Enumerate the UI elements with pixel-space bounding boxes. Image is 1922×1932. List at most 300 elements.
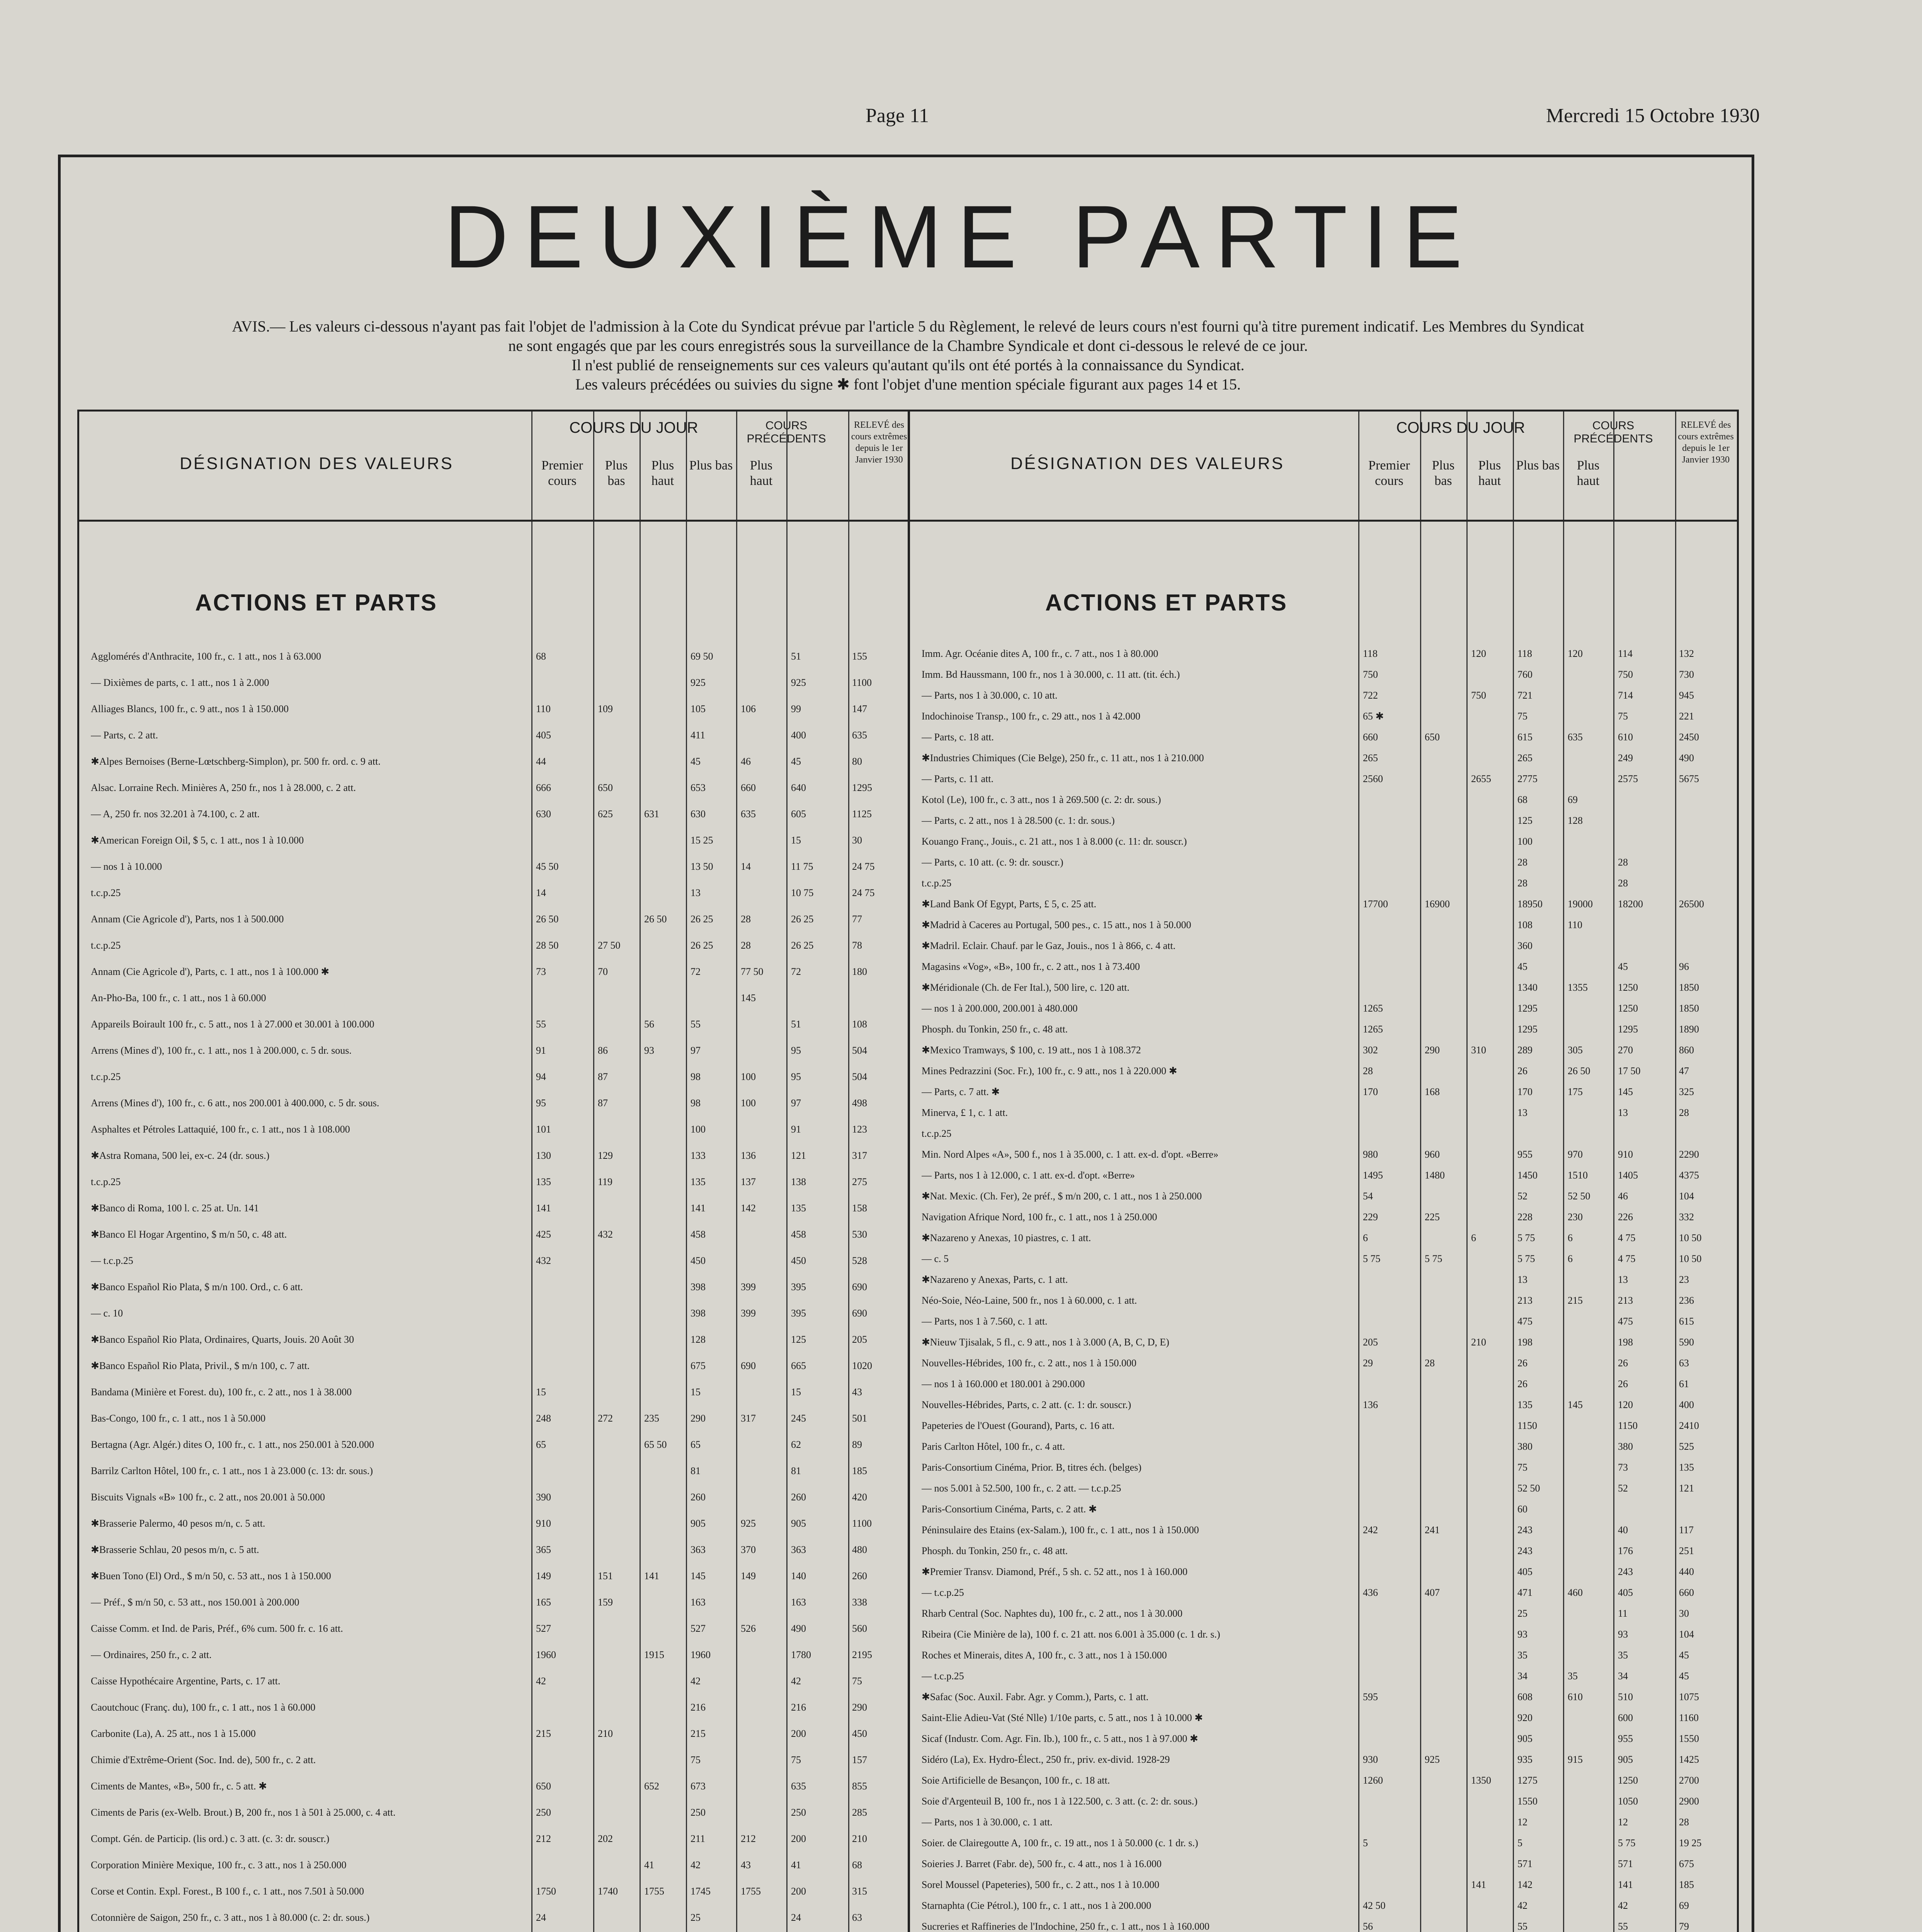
security-name: Caisse Hypothécaire Argentine, Parts, c. 17 att. <box>91 1675 281 1687</box>
price-cell: 24 <box>791 1912 801 1923</box>
price-cell: 68 <box>852 1859 862 1871</box>
header-prec-plus-haut: Plus haut <box>750 458 773 488</box>
security-name: Paris-Consortium Cinéma, Prior. B, titres éch. (belges) <box>922 1462 1142 1473</box>
security-name: — c. 10 <box>91 1308 123 1319</box>
price-cell: 910 <box>536 1518 551 1529</box>
price-cell: 120 <box>1471 648 1486 659</box>
table-row <box>79 1721 908 1747</box>
price-cell: 51 <box>791 1019 801 1030</box>
price-cell: 630 <box>691 808 706 820</box>
price-cell: 458 <box>691 1229 706 1240</box>
price-cell: 170 <box>1517 1086 1532 1097</box>
table-row <box>910 1791 1737 1812</box>
price-cell: 56 <box>644 1019 654 1030</box>
price-cell: 24 75 <box>852 861 875 872</box>
price-cell: 120 <box>1568 648 1583 659</box>
price-cell: 610 <box>1618 731 1633 743</box>
price-cell: 4 75 <box>1618 1253 1636 1264</box>
header-prec-plus-bas: Plus bas <box>689 458 733 473</box>
price-cell: 432 <box>598 1229 613 1240</box>
price-cell: 660 <box>741 782 756 793</box>
price-cell: 690 <box>741 1360 756 1371</box>
price-cell: 490 <box>1679 752 1694 764</box>
table-row <box>910 1165 1737 1186</box>
price-cell: 960 <box>1425 1149 1440 1160</box>
price-cell: 460 <box>1568 1587 1583 1598</box>
price-cell: 51 <box>791 651 801 662</box>
security-name: Carbonite (La), A. 25 att., nos 1 à 15.000 <box>91 1728 256 1739</box>
table-row <box>910 1749 1737 1770</box>
notice-line: Les valeurs précédées ou suivies du signe ✱ font l'objet d'une mention spéciale figurant aux pages 14 et 15. <box>575 376 1241 393</box>
security-name: Caoutchouc (Franç. du), 100 fr., c. 1 att., nos 1 à 60.000 <box>91 1702 316 1713</box>
table-row <box>910 1269 1737 1290</box>
table-row <box>79 1405 908 1432</box>
security-name: ✱Astra Romana, 500 lei, ex-c. 24 (dr. sous.) <box>91 1150 270 1161</box>
price-cell: 114 <box>1618 648 1633 659</box>
price-cell: 5 75 <box>1618 1837 1636 1849</box>
price-cell: 95 <box>791 1045 801 1056</box>
security-name: Ribeira (Cie Minière de la), 100 f. c. 21 att. nos 6.001 à 35.000 (c. 1 dr. s.) <box>922 1629 1220 1640</box>
price-cell: 141 <box>644 1570 659 1582</box>
price-cell: 118 <box>1517 648 1532 659</box>
table-left-half <box>79 412 910 1932</box>
price-cell: 10 50 <box>1679 1232 1702 1243</box>
price-cell: 398 <box>691 1308 706 1319</box>
price-cell: 905 <box>791 1518 806 1529</box>
price-cell: 100 <box>691 1124 706 1135</box>
price-cell: 176 <box>1618 1545 1633 1556</box>
price-cell: 216 <box>691 1702 706 1713</box>
table-row <box>910 831 1737 852</box>
security-name: — Parts, c. 7 att. ✱ <box>922 1086 1000 1097</box>
price-cell: 5 75 <box>1517 1232 1535 1243</box>
price-cell: 129 <box>598 1150 613 1161</box>
security-name: Navigation Afrique Nord, 100 fr., c. 1 att., nos 1 à 250.000 <box>922 1211 1157 1223</box>
table-row <box>910 1144 1737 1165</box>
security-name: — nos 5.001 à 52.500, 100 fr., c. 2 att. — t.c.p.25 <box>922 1483 1121 1494</box>
price-cell: 1510 <box>1568 1170 1588 1181</box>
table-row <box>910 1207 1737 1228</box>
price-cell: 595 <box>1363 1691 1378 1702</box>
table-row <box>910 685 1737 706</box>
price-cell: 1780 <box>791 1649 811 1660</box>
security-name: Mines Pedrazzini (Soc. Fr.), 100 fr., c. 9 att., nos 1 à 220.000 ✱ <box>922 1065 1177 1077</box>
price-cell: 93 <box>1618 1629 1628 1640</box>
price-cell: 93 <box>644 1045 654 1056</box>
security-name: Barrilz Carlton Hôtel, 100 fr., c. 1 att., nos 1 à 23.000 (c. 13: dr. sous.) <box>91 1465 373 1476</box>
price-cell: 46 <box>741 756 751 767</box>
price-cell: 15 <box>691 1386 701 1398</box>
table-row <box>910 1770 1737 1791</box>
table-row <box>79 959 908 985</box>
security-name: Ciments de Paris (ex-Welb. Brout.) B, 200 fr., nos 1 à 501 à 25.000, c. 4 att. <box>91 1807 396 1818</box>
price-cell: 265 <box>1517 752 1532 764</box>
price-cell: 650 <box>598 782 613 793</box>
price-cell: 42 50 <box>1363 1900 1386 1911</box>
security-name: ✱Nieuw Tjisalak, 5 fl., c. 9 att., nos 1 à 3.000 (A, B, C, D, E) <box>922 1337 1169 1348</box>
price-cell: 860 <box>1679 1044 1694 1056</box>
price-cell: 395 <box>791 1281 806 1293</box>
price-cell: 1405 <box>1618 1170 1638 1181</box>
table-row <box>910 998 1737 1019</box>
table-row <box>910 1645 1737 1666</box>
table-row <box>79 1852 908 1878</box>
table-row <box>79 722 908 748</box>
security-name: — Ordinaires, 250 fr., c. 2 att. <box>91 1649 212 1660</box>
price-cell: 13 <box>691 887 701 898</box>
price-cell: 615 <box>1517 731 1532 743</box>
table-row <box>910 1415 1737 1436</box>
price-cell: 1075 <box>1679 1691 1699 1702</box>
price-cell: 1960 <box>691 1649 711 1660</box>
price-cell: 1495 <box>1363 1170 1383 1181</box>
price-cell: 925 <box>1425 1754 1440 1765</box>
price-cell: 15 <box>536 1386 546 1398</box>
price-cell: 248 <box>536 1413 551 1424</box>
price-cell: 243 <box>1618 1566 1633 1577</box>
table-row <box>910 643 1737 664</box>
price-cell: 1850 <box>1679 982 1699 993</box>
price-cell: 11 75 <box>791 861 813 872</box>
price-cell: 26 25 <box>691 913 713 925</box>
price-cell: 722 <box>1363 690 1378 701</box>
page-date: Mercredi 15 Octobre 1930 <box>1546 105 1760 127</box>
price-cell: 610 <box>1568 1691 1583 1702</box>
price-cell: 168 <box>1425 1086 1440 1097</box>
price-cell: 17700 <box>1363 898 1388 910</box>
price-cell: 302 <box>1363 1044 1378 1056</box>
price-cell: 91 <box>536 1045 546 1056</box>
price-cell: 26 25 <box>791 940 814 951</box>
price-cell: 635 <box>1568 731 1583 743</box>
security-name: ✱Land Bank Of Egypt, Parts, £ 5, c. 25 att. <box>922 898 1097 910</box>
price-cell: 5 75 <box>1363 1253 1381 1264</box>
price-cell: 235 <box>644 1413 659 1424</box>
table-row <box>910 915 1737 935</box>
price-cell: 250 <box>691 1807 706 1818</box>
price-cell: 212 <box>536 1833 551 1844</box>
price-cell: 275 <box>852 1176 867 1187</box>
table-row <box>910 956 1737 977</box>
price-cell: 2900 <box>1679 1796 1699 1807</box>
table-row <box>910 977 1737 998</box>
table-row <box>910 810 1737 831</box>
price-cell: 213 <box>1618 1295 1633 1306</box>
table-row <box>910 1561 1737 1582</box>
header-releve: RELEVÉ des cours extrêmes depuis le 1er Janvier 1930 <box>1678 420 1734 465</box>
price-cell: 99 <box>791 703 801 714</box>
table-row <box>910 1874 1737 1895</box>
price-cell: 45 <box>791 756 801 767</box>
price-cell: 1755 <box>741 1886 761 1897</box>
security-name: ✱Alpes Bernoises (Berne-Lœtschberg-Simplon), pr. 500 fr. ord. c. 9 att. <box>91 756 381 767</box>
table-row <box>910 706 1737 727</box>
price-cell: 436 <box>1363 1587 1378 1598</box>
price-cell: 600 <box>1618 1712 1633 1723</box>
security-name: t.c.p.25 <box>91 940 121 951</box>
security-name: ✱Nazareno y Anexas, 10 piastres, c. 1 att. <box>922 1232 1091 1243</box>
price-cell: 94 <box>536 1071 546 1082</box>
price-cell: 10 75 <box>791 887 814 898</box>
price-cell: 205 <box>852 1334 867 1345</box>
table-row <box>910 1082 1737 1102</box>
price-cell: 68 <box>536 651 546 662</box>
price-cell: 398 <box>691 1281 706 1293</box>
price-cell: 27 50 <box>598 940 621 951</box>
price-cell: 970 <box>1568 1149 1583 1160</box>
price-cell: 105 <box>691 703 706 714</box>
price-cell: 157 <box>852 1754 867 1765</box>
security-name: — Parts, nos 1 à 30.000, c. 10 att. <box>922 690 1058 701</box>
security-name: Starnaphta (Cie Pétrol.), 100 fr., c. 1 att., nos 1 à 200.000 <box>922 1900 1151 1911</box>
price-cell: 226 <box>1618 1211 1633 1223</box>
price-cell: 63 <box>852 1912 862 1923</box>
table-row <box>79 1274 908 1300</box>
security-name: Cotonnière de Saigon, 250 fr., c. 3 att., nos 1 à 80.000 (c. 2: dr. sous.) <box>91 1912 370 1923</box>
price-cell: 510 <box>1618 1691 1633 1702</box>
price-cell: 1295 <box>1618 1024 1638 1035</box>
price-cell: 650 <box>536 1781 551 1792</box>
price-cell: 526 <box>741 1623 756 1634</box>
table-row <box>910 1541 1737 1561</box>
price-cell: 501 <box>852 1413 867 1424</box>
price-cell: 290 <box>852 1702 867 1713</box>
security-name: — t.c.p.25 <box>922 1670 964 1682</box>
price-cell: 450 <box>691 1255 706 1266</box>
table-row <box>79 1642 908 1668</box>
header-cours-precedents: COURS PRÉCÉDENTS <box>747 419 826 445</box>
price-cell: 2450 <box>1679 731 1699 743</box>
price-cell: 54 <box>1363 1190 1373 1202</box>
security-name: Sorel Moussel (Papeteries), 500 fr., c. 2 att., nos 1 à 10.000 <box>922 1879 1160 1890</box>
price-cell: 26 50 <box>644 913 667 925</box>
price-cell: 78 <box>852 940 862 951</box>
price-cell: 245 <box>791 1413 806 1424</box>
table-row <box>910 1353 1737 1374</box>
price-cell: 243 <box>1517 1524 1532 1536</box>
price-cell: 905 <box>1618 1754 1633 1765</box>
price-cell: 75 <box>1517 1462 1527 1473</box>
security-name: Annam (Cie Agricole d'), Parts, c. 1 att., nos 1 à 100.000 ✱ <box>91 966 330 977</box>
price-cell: 104 <box>1679 1190 1694 1202</box>
price-cell: 141 <box>1618 1879 1633 1890</box>
table-row <box>79 1195 908 1221</box>
price-cell: 525 <box>1679 1441 1694 1452</box>
price-cell: 305 <box>1568 1044 1583 1056</box>
security-name: Paris Carlton Hôtel, 100 fr., c. 4 att. <box>922 1441 1065 1452</box>
table-row <box>79 1773 908 1799</box>
price-cell: 635 <box>791 1781 806 1792</box>
price-cell: 2655 <box>1471 773 1491 784</box>
price-cell: 42 <box>536 1675 546 1687</box>
table-row <box>79 1799 908 1826</box>
price-cell: 133 <box>691 1150 706 1161</box>
table-row <box>910 1186 1737 1207</box>
price-cell: 750 <box>1471 690 1486 701</box>
security-name: — Parts, nos 1 à 30.000, c. 1 att. <box>922 1816 1053 1828</box>
table-row <box>910 1728 1737 1749</box>
price-cell: 125 <box>791 1334 806 1345</box>
price-cell: 5 <box>1517 1837 1522 1849</box>
table-row <box>79 1090 908 1116</box>
security-name: — Dixièmes de parts, c. 1 att., nos 1 à 2.000 <box>91 677 269 688</box>
price-cell: 317 <box>852 1150 867 1161</box>
price-cell: 1295 <box>1517 1024 1538 1035</box>
price-cell: 18200 <box>1618 898 1643 910</box>
price-cell: 26 25 <box>691 940 713 951</box>
security-name: ✱Mexico Tramways, $ 100, c. 19 att., nos 1 à 108.372 <box>922 1044 1141 1056</box>
table-row <box>79 1878 908 1905</box>
price-cell: 571 <box>1618 1858 1633 1869</box>
security-name: Appareils Boirault 100 fr., c. 5 att., nos 1 à 27.000 et 30.001 à 100.000 <box>91 1019 374 1030</box>
price-cell: 28 <box>1517 857 1527 868</box>
security-name: Nouvelles-Hébrides, 100 fr., c. 2 att., nos 1 à 150.000 <box>922 1357 1137 1369</box>
security-name: Sidéro (La), Ex. Hydro-Élect., 250 fr., priv. ex-divid. 1928-29 <box>922 1754 1170 1765</box>
price-cell: 149 <box>536 1570 551 1582</box>
table-row <box>910 1895 1737 1916</box>
price-cell: 35 <box>1618 1650 1628 1661</box>
price-cell: 925 <box>791 677 806 688</box>
price-cell: 527 <box>536 1623 551 1634</box>
security-name: ✱Banco di Roma, 100 l. c. 25 at. Un. 141 <box>91 1202 259 1214</box>
price-cell: 5 75 <box>1425 1253 1442 1264</box>
table-row <box>79 880 908 906</box>
price-cell: 41 <box>644 1859 654 1871</box>
price-cell: 228 <box>1517 1211 1532 1223</box>
price-cell: 77 <box>852 913 862 925</box>
price-cell: 28 <box>741 940 751 951</box>
table-row <box>79 854 908 880</box>
price-cell: 213 <box>1517 1295 1532 1306</box>
price-cell: 120 <box>1618 1399 1633 1410</box>
security-name: ✱Brasserie Schlau, 20 pesos m/n, c. 5 att. <box>91 1544 259 1555</box>
price-cell: 81 <box>691 1465 701 1476</box>
table-row <box>910 1478 1737 1499</box>
price-cell: 930 <box>1363 1754 1378 1765</box>
price-cell: 25 <box>1517 1608 1527 1619</box>
price-cell: 325 <box>1679 1086 1694 1097</box>
security-name: Magasins «Vog», «B», 100 fr., c. 2 att., nos 1 à 73.400 <box>922 961 1140 972</box>
price-cell: 211 <box>691 1833 706 1844</box>
price-cell: 471 <box>1517 1587 1532 1598</box>
price-cell: 475 <box>1517 1316 1532 1327</box>
table-row <box>910 1520 1737 1541</box>
price-cell: 23 <box>1679 1274 1689 1285</box>
price-cell: 55 <box>691 1019 701 1030</box>
price-cell: 26 50 <box>536 913 559 925</box>
price-cell: 955 <box>1618 1733 1633 1744</box>
price-cell: 65 ✱ <box>1363 711 1384 722</box>
table-row <box>910 1687 1737 1708</box>
security-name: Sucreries et Raffineries de l'Indochine, 250 fr., c. 1 att., nos 1 à 160.000 <box>922 1921 1210 1932</box>
price-cell: 920 <box>1517 1712 1532 1723</box>
price-cell: 25 <box>691 1912 701 1923</box>
price-cell: 635 <box>852 730 867 741</box>
table-row <box>79 1458 908 1484</box>
table-row <box>79 1563 908 1589</box>
price-cell: 1550 <box>1517 1796 1538 1807</box>
price-cell: 400 <box>791 730 806 741</box>
price-cell: 2560 <box>1363 773 1383 784</box>
price-cell: 1295 <box>852 782 872 793</box>
table-row <box>79 1064 908 1090</box>
security-name: ✱Premier Transv. Diamond, Préf., 5 sh. c. 52 att., nos 1 à 160.000 <box>922 1566 1188 1577</box>
security-name: ✱Méridionale (Ch. de Fer Ital.), 500 lire, c. 120 att. <box>922 982 1130 993</box>
price-cell: 640 <box>791 782 806 793</box>
price-cell: 79 <box>1679 1921 1689 1932</box>
price-cell: 26 <box>1618 1357 1628 1369</box>
price-cell: 241 <box>1425 1524 1440 1536</box>
security-name: — Parts, c. 2 att., nos 1 à 28.500 (c. 1: dr. sous.) <box>922 815 1115 826</box>
price-cell: 165 <box>536 1597 551 1608</box>
price-cell: 1250 <box>1618 982 1638 993</box>
price-cell: 635 <box>741 808 756 820</box>
price-cell: 290 <box>691 1413 706 1424</box>
price-cell: 1020 <box>852 1360 872 1371</box>
security-name: Compt. Gén. de Particip. (lis ord.) c. 3 att. (c. 3: dr. souscr.) <box>91 1833 330 1844</box>
security-name: — t.c.p.25 <box>922 1587 964 1598</box>
price-cell: 101 <box>536 1124 551 1135</box>
table-row <box>910 664 1737 685</box>
price-cell: 69 <box>1568 794 1578 805</box>
price-cell: 28 <box>1517 878 1527 889</box>
price-cell: 360 <box>1517 940 1532 951</box>
price-cell: 185 <box>1679 1879 1694 1890</box>
table-row <box>910 1916 1737 1932</box>
price-cell: 980 <box>1363 1149 1378 1160</box>
price-cell: 135 <box>691 1176 706 1187</box>
table-row <box>910 1457 1737 1478</box>
security-name: Saint-Elie Adieu-Vat (Sté Nlle) 1/10e parts, c. 5 att., nos 1 à 10.000 ✱ <box>922 1712 1203 1723</box>
table-row <box>79 1379 908 1405</box>
price-cell: 141 <box>1471 1879 1486 1890</box>
table-row <box>79 1037 908 1064</box>
table-row <box>910 1040 1737 1061</box>
price-cell: 1125 <box>852 808 872 820</box>
price-cell: 652 <box>644 1781 659 1792</box>
price-cell: 26 50 <box>1568 1065 1590 1077</box>
price-cell: 130 <box>536 1150 551 1161</box>
price-cell: 1755 <box>644 1886 664 1897</box>
price-cell: 475 <box>1618 1316 1633 1327</box>
price-cell: 650 <box>1425 731 1440 743</box>
price-cell: 65 <box>691 1439 701 1450</box>
price-cell: 72 <box>791 966 801 977</box>
price-cell: 52 <box>1517 1190 1527 1202</box>
price-cell: 925 <box>741 1518 756 1529</box>
table-row <box>910 1061 1737 1082</box>
table-row <box>79 696 908 722</box>
price-cell: 608 <box>1517 1691 1532 1702</box>
table-row <box>910 789 1737 810</box>
price-cell: 205 <box>1363 1337 1378 1348</box>
price-cell: 62 <box>791 1439 801 1450</box>
price-cell: 106 <box>741 703 756 714</box>
security-name: Imm. Agr. Océanie dites A, 100 fr., c. 7 att., nos 1 à 80.000 <box>922 648 1158 659</box>
security-name: Indochinoise Transp., 100 fr., c. 29 att., nos 1 à 42.000 <box>922 711 1141 722</box>
price-cell: 590 <box>1679 1337 1694 1348</box>
price-cell: 42 <box>791 1675 801 1687</box>
price-cell: 52 50 <box>1517 1483 1540 1494</box>
price-cell: 68 <box>1517 794 1527 805</box>
price-cell: 260 <box>691 1492 706 1503</box>
price-cell: 24 <box>536 1912 546 1923</box>
price-cell: 55 <box>1618 1921 1628 1932</box>
price-cell: 86 <box>598 1045 608 1056</box>
price-cell: 2290 <box>1679 1149 1699 1160</box>
price-cell: 289 <box>1517 1044 1532 1056</box>
table-body-right <box>910 643 1737 1932</box>
